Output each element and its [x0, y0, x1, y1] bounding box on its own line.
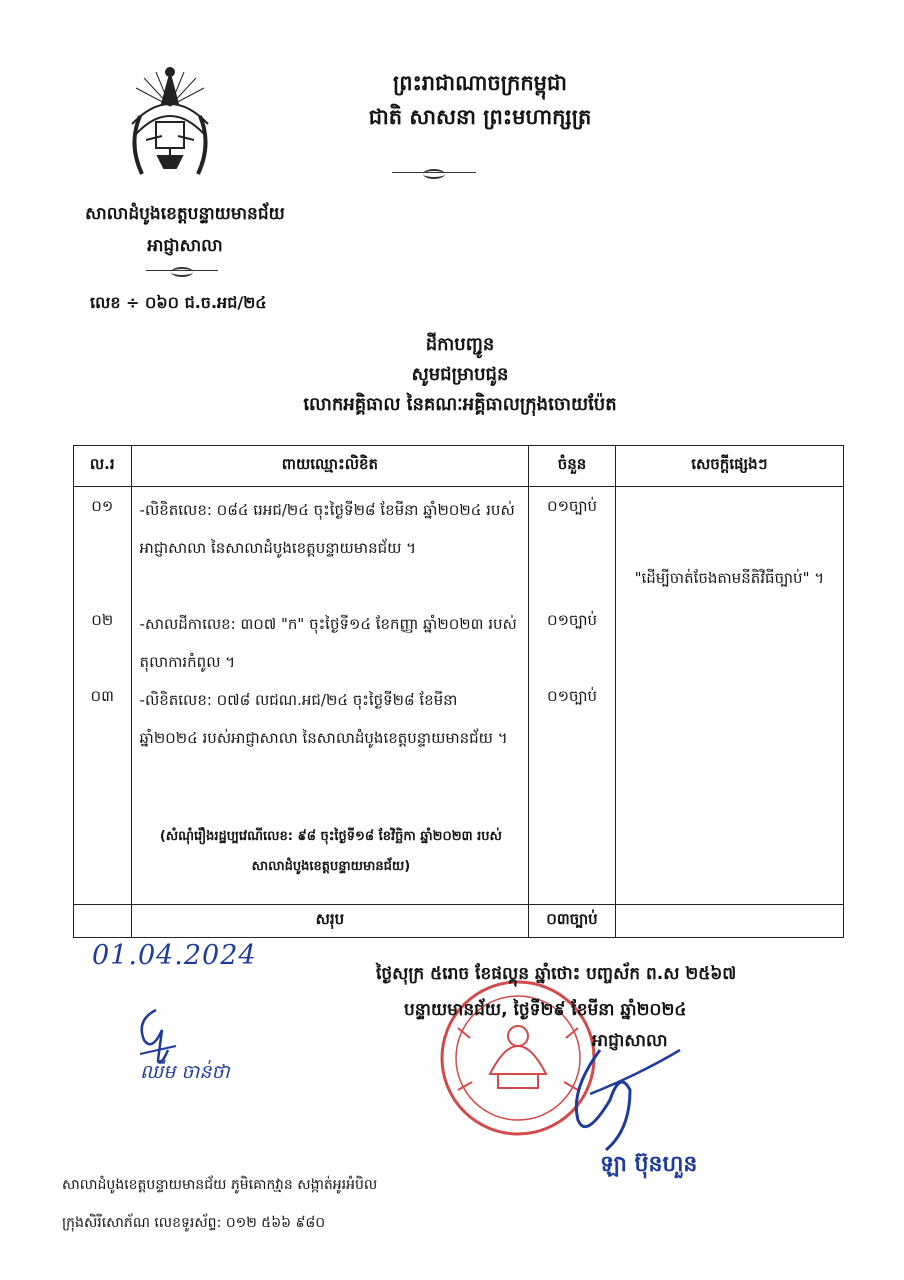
- place-date: បន្ទាយមានជ័យ, ថ្ងៃទី២៩ ខែមីនា ឆ្នាំ២០២៤: [404, 1000, 687, 1020]
- kingdom-header: [300, 66, 660, 134]
- total-label: សរុប: [131, 905, 529, 938]
- kingdom-name: ព្រះរាជាណាចក្រកម្ពុជា: [392, 71, 567, 95]
- signer-name: ឡា ប៊ុនហួន: [600, 1152, 698, 1177]
- col-header-no: ល.រ: [74, 446, 132, 487]
- handwritten-date: 01.04.2024: [92, 940, 257, 971]
- total-value: ០៣ច្បាប់: [529, 905, 616, 938]
- title-cell: [131, 487, 529, 905]
- case-footnote: (សំណុំរឿងរដ្ឋប្បវេណីលេខ: ៩៨ ចុះថ្ងៃទី១៨ ខែវិច្ឆិកា ឆ្នាំ២០២៣ របស់សាលាដំបូងខេត្តបន្ទាយមានជ័យ): [159, 829, 502, 874]
- royal-emblem-icon: [122, 64, 218, 190]
- row-qty: ០១ច្បាប់: [546, 611, 597, 629]
- document-heading: [150, 330, 770, 420]
- issuer-block: [50, 198, 320, 262]
- row-no: ០៣: [90, 687, 114, 705]
- receiver-name: ឈឹម ចាន់ថា: [140, 1061, 230, 1083]
- date-block: [376, 956, 736, 1028]
- court-address: [62, 1166, 377, 1242]
- prosecutor-signature-icon: [530, 1020, 710, 1160]
- row-qty: ០១ច្បាប់: [546, 687, 597, 705]
- reference-number: លេខ ÷ ០៦០ ជ.ច.អជ/២៤: [90, 293, 267, 312]
- row-no: ០១: [91, 497, 114, 515]
- table-body-row: [74, 487, 844, 905]
- row-title: -សាលដីកាលេខ: ៣០៧ "ក" ចុះថ្ងៃទី១៤ ខែកញ្ញា ឆ្នាំ២០២៣ របស់តុលាការកំពូល ។: [139, 615, 517, 671]
- note-cell: [615, 487, 843, 905]
- address-line-2: ក្រុងសិរីសោភ័ណ លេខទូរស័ព្ទ: ០១២ ៥៦៦ ៩៨០: [62, 1215, 326, 1231]
- transmittal-table: [73, 445, 844, 938]
- qty-cell: [529, 487, 616, 905]
- col-header-qty: ចំនួន: [529, 446, 616, 487]
- col-header-title: ពាយឈ្មោះលិខិត: [131, 446, 529, 487]
- national-motto: ជាតិ សាសនា ព្រះមហាក្សត្រ: [368, 105, 592, 129]
- address-line-1: សាលាដំបូងខេត្តបន្ទាយមានជ័យ ភូមិគោកវ្មាន សង្កាត់អូរអំបិល: [62, 1177, 378, 1193]
- no-cell: [74, 487, 132, 905]
- document-title: ដីកាបញ្ជូន: [425, 334, 495, 355]
- header-ornament: [392, 172, 476, 173]
- recipient: លោកអគ្គិធាល នៃគណៈអគ្គិធាលក្រុងចោយប៉ែត: [303, 394, 617, 415]
- lunar-date: ថ្ងៃសុក្រ ៥រោច ខែផល្គុន ឆ្នាំថោះ បញ្ចស័ក ព.ស ២៥៦៧: [376, 964, 737, 984]
- issuer-ornament: [146, 270, 218, 271]
- table-header-row: [74, 446, 844, 487]
- note-text: "ដើម្បីចាត់ចែងតាមនីតិវិធីច្បាប់" ។: [634, 569, 825, 587]
- court-name: សាលាដំបូងខេត្តបន្ទាយមានជ័យ: [85, 204, 285, 224]
- row-no: ០២: [91, 611, 114, 629]
- col-header-note: សេចក្តីផ្សេងៗ: [615, 446, 843, 487]
- document-subtitle: សូមជម្រាបជូន: [411, 364, 509, 385]
- office-name: អាជ្ញាសាលា: [147, 236, 223, 256]
- table-total-row: [74, 905, 844, 938]
- signer-role: អាជ្ញាសាលា: [592, 1031, 668, 1051]
- row-qty: ០១ច្បាប់: [546, 497, 597, 515]
- row-title: -លិខិតលេខ: ០៧៨ លជណ.អជ/២៤ ចុះថ្ងៃទី២៨ ខែមីនា ឆ្នាំ២០២៤ របស់អាជ្ញាសាលា នៃសាលាដំបូងខេត្តបន្ទាយមានជ័យ ។: [139, 691, 508, 747]
- row-title: -លិខិតលេខ: ០៨៤ រេអជ/២៤ ចុះថ្ងៃទី២៨ ខែមីនា ឆ្នាំ២០២៤ របស់អាជ្ញាសាលា នៃសាលាដំបូងខេត្តបន្ទាយមានជ័យ ។: [139, 501, 515, 557]
